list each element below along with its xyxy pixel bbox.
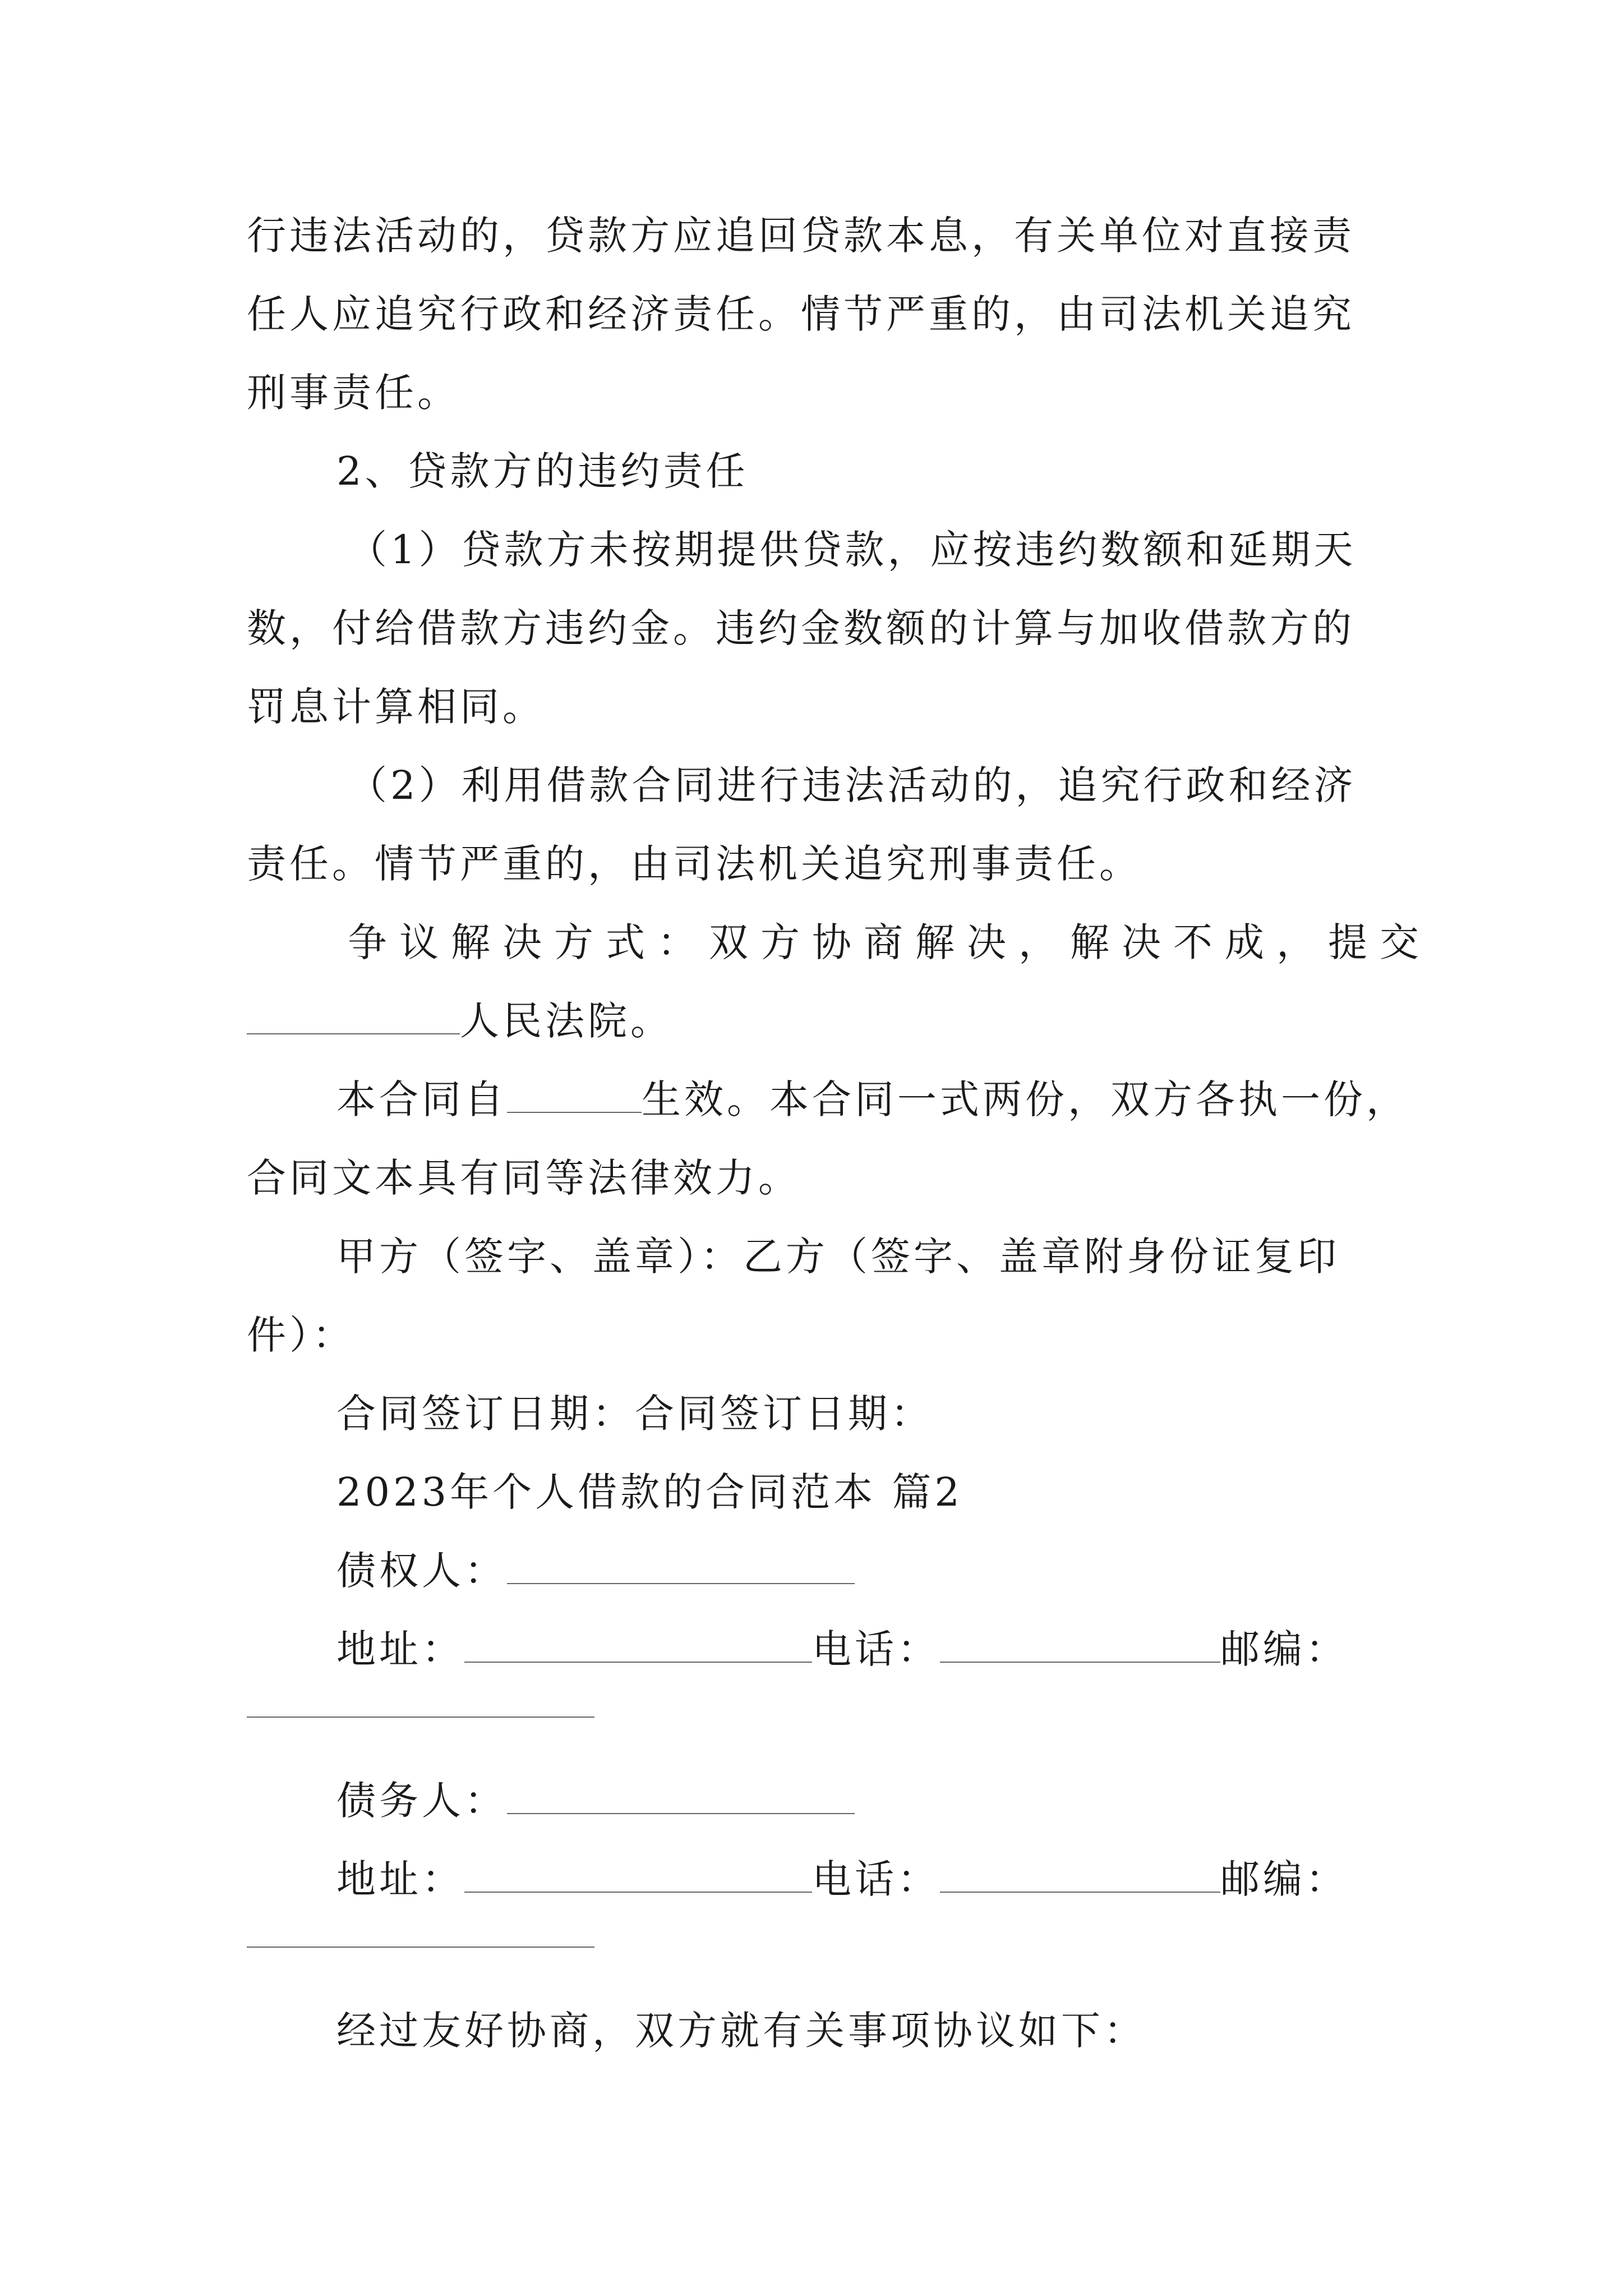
creditor-contact-line [336, 1621, 1348, 1677]
phone-label: 电话： [812, 1856, 940, 1902]
creditor-line [336, 1543, 855, 1599]
court-name-blank[interactable] [247, 999, 460, 1034]
paragraph-line: 责任。情节严重的，由司法机关追究刑事责任。 [247, 841, 1142, 887]
paragraph-line: 刑事责任。 [247, 370, 460, 416]
paragraph-line: （1）贷款方未按期提供贷款，应按违约数额和延期天 [348, 527, 1357, 573]
signature-line: 件）： [247, 1312, 355, 1358]
creditor-name-blank[interactable] [507, 1548, 855, 1584]
debtor-line [336, 1773, 855, 1829]
creditor-zip-blank[interactable] [247, 1715, 594, 1718]
paragraph-line: 罚息计算相同。 [247, 684, 545, 730]
debtor-phone-blank[interactable] [940, 1857, 1220, 1893]
effective-prefix: 本合同自 [336, 1076, 507, 1122]
paragraph-line: 合同文本具有同等法律效力。 [247, 1155, 801, 1201]
address-label: 地址： [336, 1626, 464, 1672]
agreement-intro: 经过友好协商，双方就有关事项协议如下： [336, 2008, 1146, 2054]
paragraph-line: 行违法活动的，贷款方应追回贷款本息，有关单位对直接责 [247, 213, 1355, 259]
address-label: 地址： [336, 1856, 464, 1902]
section-title: 2023年个人借款的合同范本 篇2 [336, 1469, 963, 1515]
debtor-label: 债务人： [336, 1778, 507, 1824]
effective-date-line [336, 1071, 1409, 1128]
section-heading: 2、贷款方的违约责任 [336, 448, 749, 494]
creditor-label: 债权人： [336, 1548, 507, 1594]
zip-label: 邮编： [1220, 1626, 1348, 1672]
phone-label: 电话： [812, 1626, 940, 1672]
court-suffix: 人民法院。 [460, 998, 673, 1044]
effective-date-blank[interactable] [507, 1077, 642, 1113]
paragraph-line: （2）利用借款合同进行违法活动的，追究行政和经济 [348, 762, 1357, 808]
zip-label: 邮编： [1220, 1856, 1348, 1902]
creditor-phone-blank[interactable] [940, 1627, 1220, 1663]
paragraph-line: 任人应追究行政和经济责任。情节严重的，由司法机关追究 [247, 291, 1355, 337]
paragraph-line: 数，付给借款方违约金。违约金数额的计算与加收借款方的 [247, 605, 1355, 651]
effective-suffix: 生效。本合同一式两份，双方各执一份， [642, 1076, 1409, 1122]
dispute-clause-line: 争议解决方式：双方协商解决，解决不成，提交 [348, 919, 1431, 965]
signature-line: 甲方（签字、盖章）：乙方（签字、盖章附身份证复印 [336, 1234, 1340, 1280]
debtor-name-blank[interactable] [507, 1778, 855, 1814]
debtor-contact-line [336, 1851, 1348, 1907]
creditor-address-blank[interactable] [464, 1627, 812, 1663]
debtor-zip-blank[interactable] [247, 1945, 594, 1948]
court-line [247, 993, 673, 1049]
debtor-address-blank[interactable] [464, 1857, 812, 1893]
sign-date-line: 合同签订日期：合同签订日期： [336, 1391, 933, 1437]
